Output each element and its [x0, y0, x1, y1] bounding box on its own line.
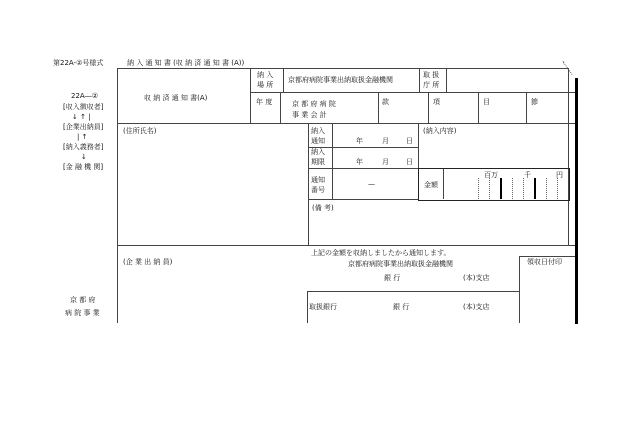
- handling-bank-word: 銀 行: [393, 303, 410, 311]
- issuer-line-2: 病 院 事 業: [65, 309, 100, 317]
- issuer-line-1: 京 都 府: [70, 296, 96, 304]
- vline-office: [419, 68, 420, 92]
- row-line-1: [250, 92, 577, 93]
- notice-day: 日: [406, 137, 413, 145]
- digit-sep-2: [489, 178, 490, 199]
- notice-number-label-2: 番号: [311, 186, 325, 194]
- row-line-due: [308, 168, 418, 169]
- flow-step-1: [収入徴収者]: [63, 103, 104, 111]
- digit-sep-6: [557, 178, 558, 199]
- row-line-bank-top: [307, 291, 519, 292]
- vline-content: [418, 123, 419, 168]
- receipt-branch-word: (本)支店: [463, 274, 490, 282]
- amount-label-sep: [443, 169, 444, 199]
- notice-number-dash: —: [368, 180, 375, 188]
- remarks-label: (備 考): [312, 204, 334, 212]
- moku-label: 目: [483, 98, 490, 106]
- amount-unit-million: 百万: [484, 171, 498, 179]
- notice-number-label-1: 通知: [311, 176, 325, 184]
- vline-bank: [307, 291, 308, 323]
- account-line-1: 京 都 府 病 院: [292, 100, 336, 108]
- setsu-label: 節: [531, 98, 538, 106]
- title-cell: 収 納 済 通 知 書(A): [144, 94, 208, 102]
- row-line-3: [117, 245, 577, 246]
- receipt-date-stamp-label: 領収日付印: [527, 258, 562, 266]
- payment-place-label-2: 場 所: [257, 81, 274, 89]
- content-label: (納入内容): [423, 127, 457, 135]
- right-thick-border: [575, 78, 578, 324]
- vline-title: [250, 68, 251, 123]
- vline-moku: [478, 92, 479, 123]
- treasurer-label: (企 業 出 納 員): [123, 258, 173, 266]
- vline-office-label: [446, 68, 447, 92]
- flow-step-2: [企業出納員]: [63, 123, 104, 131]
- row-line-notice: [308, 147, 418, 148]
- account-line-2: 事 業 会 計: [292, 111, 327, 119]
- receipt-notice-line-2: 京都府病院事業出納取扱金融機関: [348, 260, 453, 268]
- row-line-number: [308, 199, 418, 200]
- flow-step-4: [金 融 機 関]: [63, 163, 104, 171]
- due-date-label-1: 納入: [311, 148, 325, 156]
- year-label: 年 度: [256, 98, 273, 106]
- vline-stamp: [519, 256, 520, 323]
- vline-place-label: [283, 68, 284, 92]
- digit-sep-1: [478, 178, 479, 199]
- flow-arrow-3: ↓: [81, 153, 87, 161]
- vline-kan: [378, 92, 379, 123]
- due-day: 日: [406, 158, 413, 166]
- notice-date-label-2: 通知: [311, 137, 325, 145]
- top-border: [117, 68, 568, 69]
- handling-bank-branch: (本)支店: [463, 303, 490, 311]
- digit-sep-thousand: [534, 178, 536, 199]
- amount-unit-yen: 円: [556, 171, 563, 179]
- vline-right-inner: [568, 68, 569, 245]
- kou-label: 項: [433, 98, 440, 106]
- digit-sep-4: [523, 178, 524, 199]
- notice-year: 年: [356, 137, 363, 145]
- notice-month: 月: [382, 137, 389, 145]
- flow-arrow-2: | ↑: [77, 133, 88, 141]
- digit-sep-3: [512, 178, 513, 199]
- digit-sep-million: [500, 178, 502, 199]
- amount-unit-thousand: 千: [524, 171, 531, 179]
- due-year: 年: [356, 158, 363, 166]
- amount-label: 金額: [424, 181, 438, 189]
- receipt-bank-word: 銀 行: [384, 274, 401, 282]
- flow-step-3: [納入義務者]: [63, 143, 104, 151]
- due-month: 月: [382, 158, 389, 166]
- row-line-stamp-top: [519, 256, 577, 257]
- kan-label: 款: [382, 98, 389, 106]
- payment-place-value: 京都府病院事業出納取扱金融機関: [288, 76, 393, 84]
- due-date-label-2: 期限: [311, 158, 325, 166]
- payment-place-label-1: 納 入: [257, 71, 274, 79]
- form-code: 22A―②: [71, 92, 98, 100]
- digit-sep-5: [546, 178, 547, 199]
- vline-date-labels: [332, 123, 333, 199]
- form-number: 第22A-②号様式: [53, 59, 104, 67]
- row-line-2: [117, 123, 577, 124]
- handling-bank-label: 取扱銀行: [309, 303, 337, 311]
- vline-dates: [308, 123, 309, 245]
- amount-box: [418, 168, 570, 201]
- address-label: (住所氏名): [123, 127, 157, 135]
- vline-year: [280, 92, 281, 123]
- handling-office-label-2: 庁 所: [423, 81, 440, 89]
- form-header-title: 納 入 通 知 書 (収 納 済 通 知 書 (A)): [127, 59, 245, 67]
- left-vline: [117, 68, 118, 323]
- vline-setsu: [526, 92, 527, 123]
- notice-date-label-1: 納入: [311, 127, 325, 135]
- flow-arrow-1: ↓ ↑ |: [72, 113, 91, 121]
- handling-office-label-1: 取 扱: [423, 71, 440, 79]
- receipt-notice-line-1: 上記の金額を収納しましたから通知します。: [311, 249, 451, 257]
- vline-kou: [428, 92, 429, 123]
